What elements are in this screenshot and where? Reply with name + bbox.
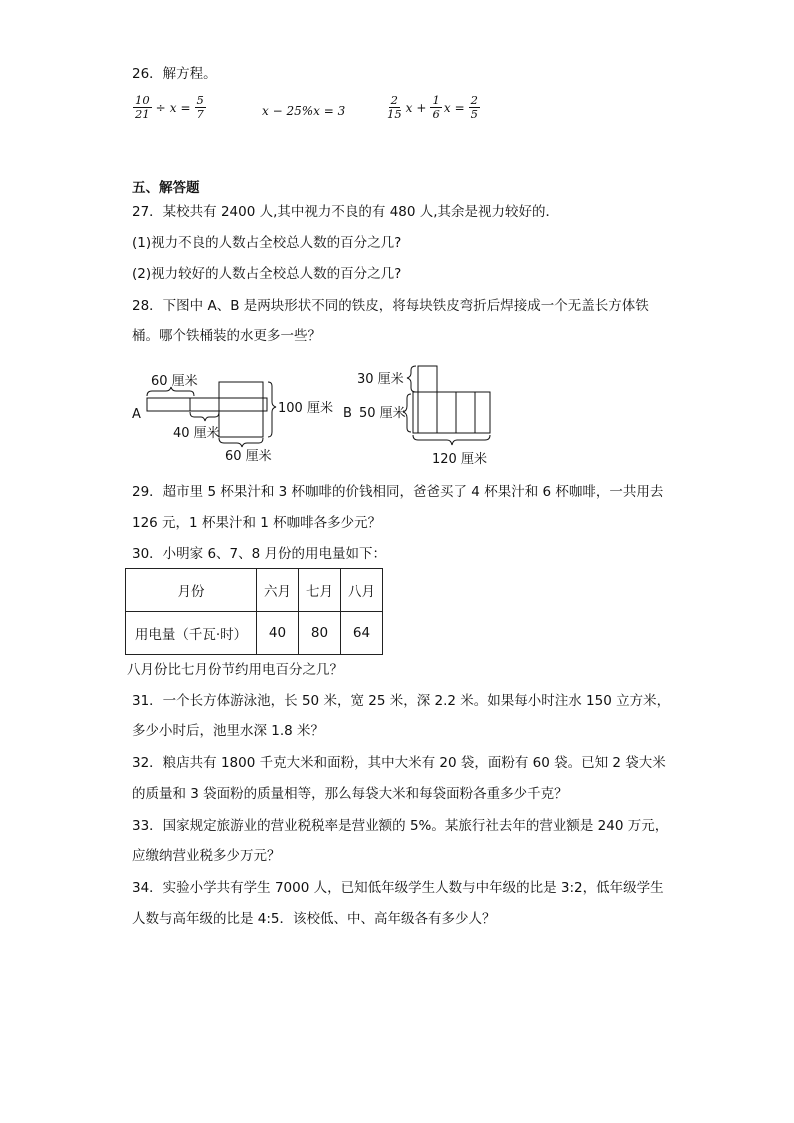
operator: ÷: [155, 100, 166, 115]
figure-a-label: A: [132, 407, 141, 422]
numerator: 10: [135, 93, 150, 107]
figure-b-grid-outer: [413, 392, 490, 433]
figure-b-label: B: [343, 406, 352, 421]
figure-b-dim-left: 50 厘米: [359, 406, 406, 421]
q32-text-line1: 32．粮店共有 1800 千克大米和面粉，其中大米有 20 袋，面粉有 60 袋。已知 2 袋大米: [132, 755, 666, 771]
equals-sign: =: [180, 100, 191, 115]
denominator: 21: [135, 107, 150, 121]
numerator: 5: [196, 93, 204, 107]
denominator: 15: [387, 107, 402, 121]
q30-text: 30．小明家 6、7、8 月份的用电量如下：: [132, 546, 387, 562]
q33-text-line1: 33．国家规定旅游业的营业税税率是营业额的 5%。某旅行社去年的营业额是 240 万元，: [132, 818, 669, 834]
figure-a-dim-top: 60 厘米: [151, 374, 198, 389]
denominator: 6: [432, 107, 440, 121]
figure-a-dim-bottom: 60 厘米: [225, 449, 272, 464]
figure-a-brace-inner: [190, 412, 219, 421]
q31-text-line1: 31．一个长方体游泳池，长 50 米，宽 25 米，深 2.2 米。如果每小时注水 150 立方米，: [132, 693, 671, 709]
figure-b-top-cell: [418, 366, 437, 392]
table-cell: 用电量（千瓦·时）: [126, 612, 257, 655]
q34-text-line1: 34．实验小学共有学生 7000 人，已知低年级学生人数与中年级的比是 3:2，低年级学生: [132, 880, 664, 896]
figure-a-left-strip: [147, 398, 219, 411]
q30-question: 八月份比七月份节约用电百分之几？: [127, 662, 343, 678]
table-header-cell: 八月: [341, 569, 383, 612]
numerator: 2: [470, 93, 478, 107]
q27-text: 27．某校共有 2400 人,其中视力不良的有 480 人,其余是视力较好的．: [132, 204, 560, 220]
table-cell: 80: [299, 612, 341, 655]
section-heading: 五、解答题: [132, 180, 200, 196]
figure-a-dim-inner: 40 厘米: [173, 426, 220, 441]
table-header-cell: 月份: [126, 569, 257, 612]
figure-a-mid-cell: [219, 398, 263, 411]
operator: +: [416, 100, 427, 115]
table-cell: 64: [341, 612, 383, 655]
q27-sub2: (2)视力较好的人数占全校总人数的百分之几?: [132, 266, 402, 282]
equals-sign: =: [454, 100, 465, 115]
figure-a-top-cell: [219, 382, 263, 398]
denominator: 7: [196, 107, 204, 121]
q29-text-line1: 29．超市里 5 杯果汁和 3 杯咖啡的价钱相同，爸爸买了 4 杯果汁和 6 杯咖啡，一共用去: [132, 484, 664, 500]
figure-a-dim-right: 100 厘米: [278, 401, 333, 416]
numerator: 1: [432, 93, 440, 107]
figure-b-dim-top: 30 厘米: [357, 372, 404, 387]
table-header-cell: 七月: [299, 569, 341, 612]
table-cell: 40: [257, 612, 299, 655]
figure-a-brace-right: [268, 382, 276, 437]
q31-text-line2: 多少小时后，池里水深 1.8 米？: [132, 723, 325, 739]
q27-sub1: (1)视力不良的人数占全校总人数的百分之几?: [132, 235, 402, 251]
variable: x: [405, 100, 413, 115]
denominator: 5: [470, 107, 478, 121]
figure-b-brace-bottom: [413, 435, 490, 445]
figure-a-brace-bottom: [219, 438, 263, 447]
electricity-usage-table: [125, 568, 383, 655]
q28-text-line1: 28．下图中 A、B 是两块形状不同的铁皮，将每块铁皮弯折后焊接成一个无盖长方体铁: [132, 298, 649, 314]
variable: x: [443, 100, 451, 115]
table-header-cell: 六月: [257, 569, 299, 612]
figure-a-bottom-cell: [219, 411, 263, 437]
q32-text-line2: 的质量和 3 袋面粉的质量相等，那么每袋大米和每袋面粉各重多少千克？: [132, 786, 568, 802]
figure-b-dim-bottom: 120 厘米: [432, 452, 487, 467]
numerator: 2: [390, 93, 398, 107]
variable: x: [169, 100, 177, 115]
figure-b-brace-top: [407, 366, 416, 392]
q34-text-line2: 人数与高年级的比是 4:5．该校低、中、高年级各有多少人？: [132, 911, 496, 927]
equation-text: x − 25%x = 3: [262, 104, 346, 118]
table-header-row: [126, 569, 383, 612]
q29-text-line2: 126 元，1 杯果汁和 1 杯咖啡各多少元？: [132, 515, 382, 531]
table-row: [126, 612, 383, 655]
figure-a-inner-strip: [190, 398, 219, 411]
q33-text-line2: 应缴纳营业税多少万元？: [132, 848, 281, 864]
figure-a-right-tab: [263, 398, 267, 411]
q26-title: 26．解方程。: [132, 66, 217, 82]
q28-text-line2: 桶。哪个铁桶装的水更多一些？: [132, 328, 321, 344]
